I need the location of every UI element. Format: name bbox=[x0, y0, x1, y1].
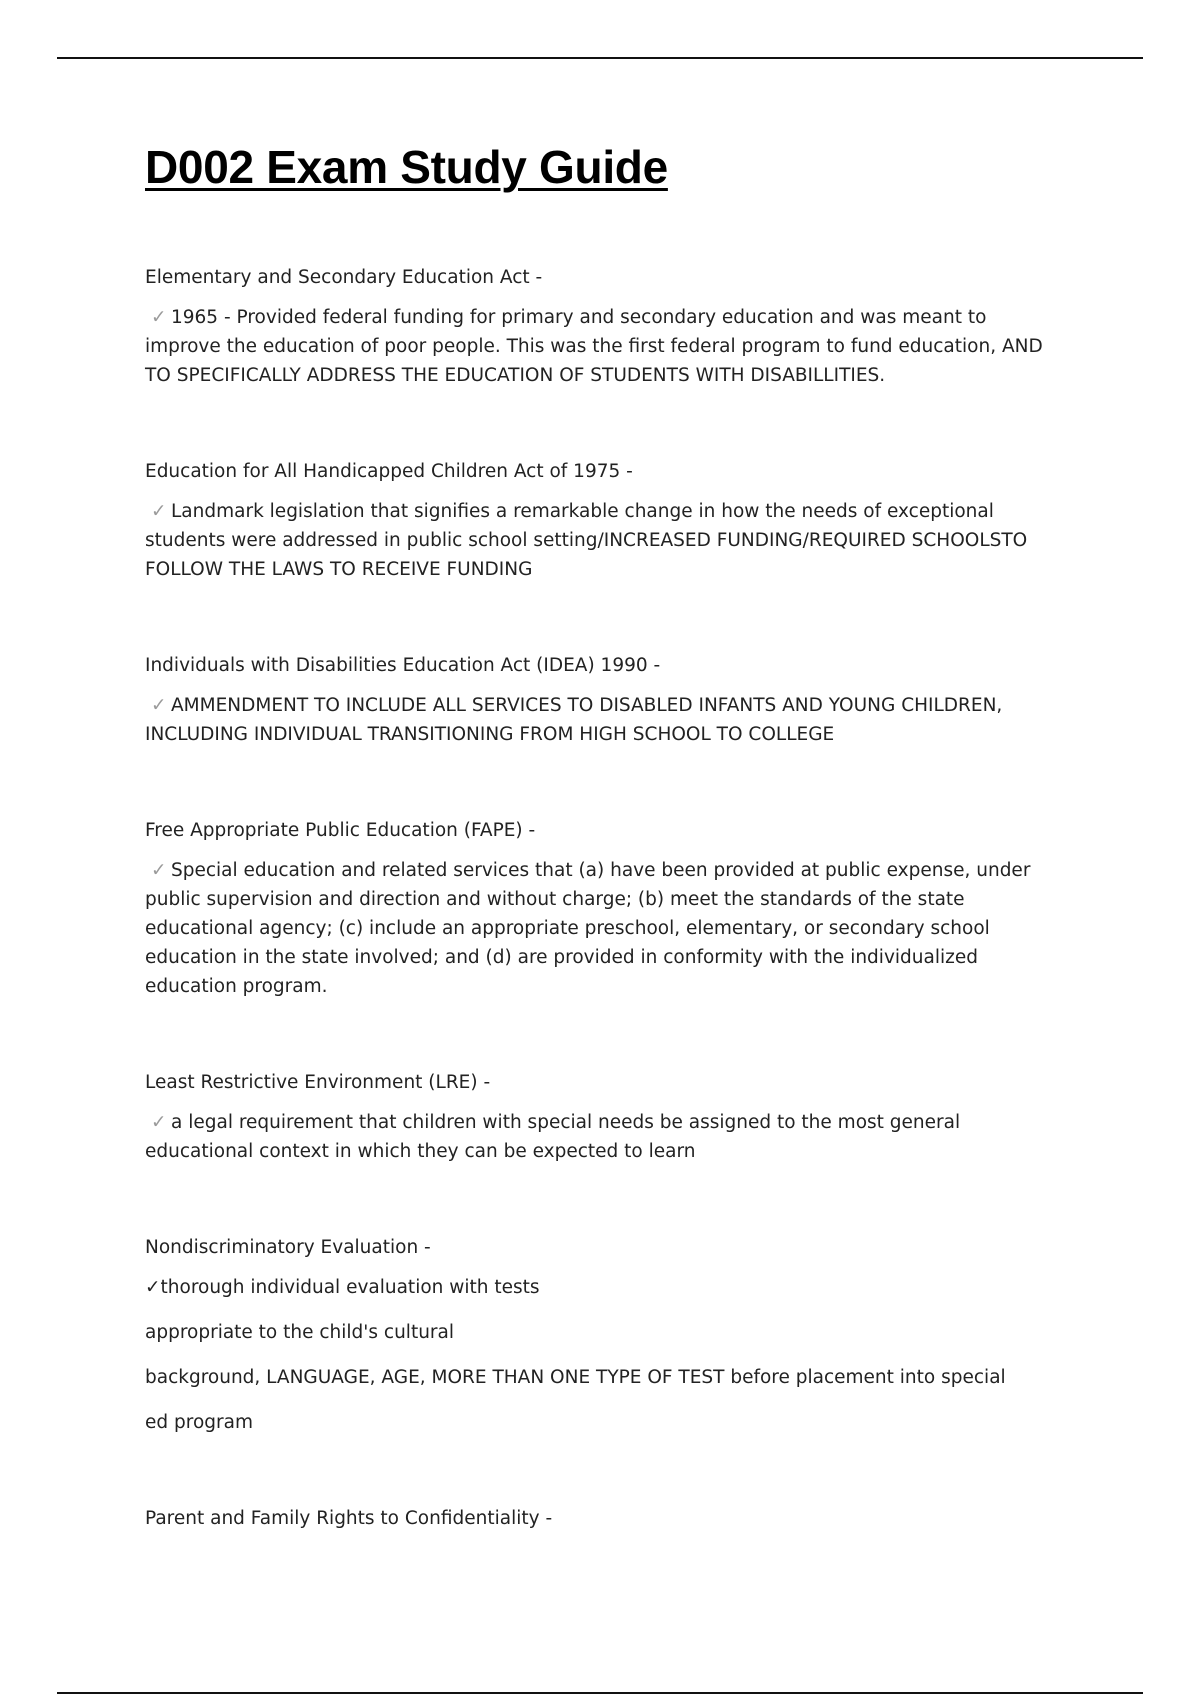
definition-line: appropriate to the child's cultural bbox=[145, 1322, 454, 1343]
checkmark-icon: ✓ bbox=[151, 695, 167, 716]
definition-text: AMMENDMENT TO INCLUDE ALL SERVICES TO DISABLED INFANTS AND YOUNG CHILDREN, INCLUDING INDIVIDUAL TRANSITIONING FROM HIGH SCHOOL TO COLLEGE bbox=[145, 695, 1003, 745]
checkmark-icon: ✓ bbox=[151, 860, 167, 881]
document-body bbox=[145, 140, 1055, 1601]
entry-idea bbox=[145, 654, 1055, 749]
document-title: D002 Exam Study Guide bbox=[145, 141, 668, 193]
entry-eahca bbox=[145, 460, 1055, 584]
entry-term: Individuals with Disabilities Education Act (IDEA) 1990 - bbox=[145, 655, 661, 676]
entry-fape bbox=[145, 819, 1055, 1001]
definition-line: background, LANGUAGE, AGE, MORE THAN ONE TYPE OF TEST before placement into special bbox=[145, 1367, 1006, 1388]
entry-esea bbox=[145, 266, 1055, 390]
entry-nondiscriminatory-evaluation bbox=[145, 1236, 1055, 1437]
entry-term: Least Restrictive Environment (LRE) - bbox=[145, 1072, 491, 1093]
entry-definition bbox=[145, 1108, 1055, 1166]
top-rule bbox=[57, 57, 1143, 59]
definition-text: Special education and related services that (a) have been provided at public expense, under public supervision and direction and without charge; (b) meet the standards of the state educational agency; (c) include an appropriate preschool, elementary, or secondary school education in the state involved; and (d) are provided in conformity with the individualized education program. bbox=[145, 860, 1031, 997]
definition-line bbox=[145, 1273, 1055, 1302]
bottom-rule bbox=[57, 1692, 1143, 1694]
entry-term: Free Appropriate Public Education (FAPE) - bbox=[145, 820, 536, 841]
entry-term: Nondiscriminatory Evaluation - bbox=[145, 1237, 431, 1258]
definition-text: a legal requirement that children with special needs be assigned to the most general educational context in which they can be expected to learn bbox=[145, 1112, 961, 1162]
checkmark-icon: ✓ bbox=[151, 1112, 167, 1133]
entry-term: Parent and Family Rights to Confidentiality - bbox=[145, 1508, 553, 1529]
entry-list bbox=[145, 266, 1055, 1531]
entry-confidentiality bbox=[145, 1507, 1055, 1531]
definition-line: ed program bbox=[145, 1412, 253, 1433]
entry-definition bbox=[145, 691, 1055, 749]
entry-term: Education for All Handicapped Children Act of 1975 - bbox=[145, 461, 633, 482]
checkmark-icon: ✓ bbox=[145, 1277, 161, 1298]
entry-term: Elementary and Secondary Education Act - bbox=[145, 267, 543, 288]
definition-text: 1965 - Provided federal funding for primary and secondary education and was meant to improve the education of poor people. This was the first federal program to fund education, AND TO SPECIFICALLY ADDRESS THE EDUCATION OF STUDENTS WITH DISABILLITIES. bbox=[145, 307, 1043, 386]
checkmark-icon: ✓ bbox=[151, 307, 167, 328]
entry-definition bbox=[145, 856, 1055, 1001]
definition-text: Landmark legislation that signifies a remarkable change in how the needs of exceptional students were addressed in public school setting/INCREASED FUNDING/REQUIRED SCHOOLSTO FOLLOW THE LAWS TO RECEIVE FUNDING bbox=[145, 501, 1028, 580]
definition-text: thorough individual evaluation with tests bbox=[160, 1277, 540, 1298]
entry-lre bbox=[145, 1071, 1055, 1166]
entry-definition bbox=[145, 497, 1055, 584]
checkmark-icon: ✓ bbox=[151, 501, 167, 522]
entry-definition bbox=[145, 303, 1055, 390]
